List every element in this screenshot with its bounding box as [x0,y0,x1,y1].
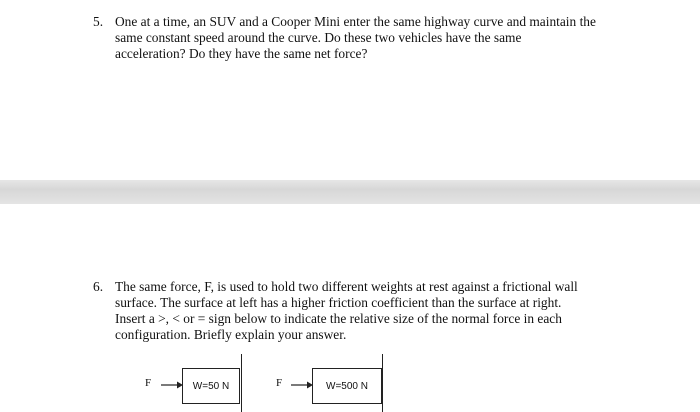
question-number: 5. [93,14,104,29]
question-line: same constant speed around the curve. Do these two vehicles have the same [115,30,522,45]
page-upper [0,0,700,180]
wall-surface [382,354,383,412]
force-arrow-icon [290,380,314,390]
force-label: F [145,377,152,389]
page-break [0,180,700,204]
question-line: surface. The surface at left has a higher friction coefficient than the surface at right. [115,295,562,310]
force-label: F [276,377,283,389]
question-text [115,14,596,62]
question-line: acceleration? Do they have the same net force? [115,46,368,61]
question-text [115,279,578,343]
question-line: configuration. Briefly explain your answer. [115,327,347,342]
force-arrow-icon [160,380,184,390]
page-lower [0,204,700,412]
diagram-left [140,354,260,412]
question-line: Insert a >, < or = sign below to indicate the relative size of the normal force in each [115,311,562,326]
weight-label: W=500 N [326,380,368,392]
wall-surface [241,354,242,412]
weight-label: W=50 N [192,380,230,392]
question-line: The same force, F, is used to hold two different weights at rest against a frictional wall [115,279,578,294]
weight-block [312,368,382,404]
weight-block [182,368,240,404]
question-number: 6. [93,279,104,294]
question-line: One at a time, an SUV and a Cooper Mini enter the same highway curve and maintain the [115,14,596,29]
diagram-right [272,354,402,412]
